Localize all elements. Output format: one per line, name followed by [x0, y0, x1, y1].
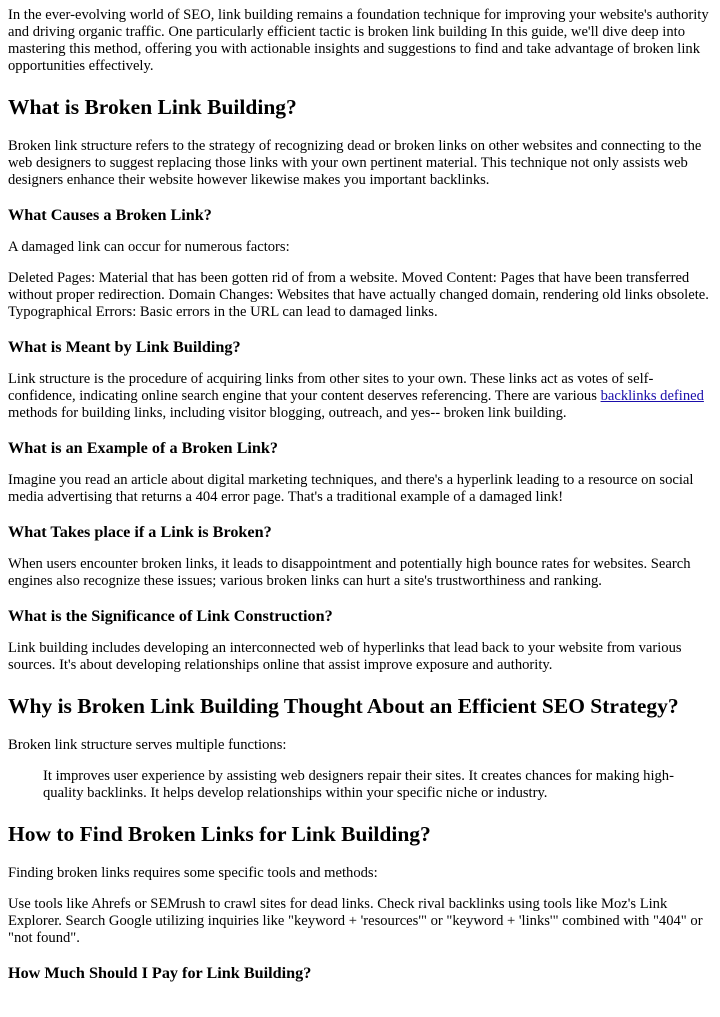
heading-meant-by-link-building: What is Meant by Link Building? [8, 338, 241, 356]
paragraph-link-building-meaning [8, 371, 712, 422]
link-building-text-end: methods for building links, including visitor blogging, outreach, and yes-- broken link building. [8, 405, 567, 421]
paragraph-significance: Link building includes developing an interconnected web of hyperlinks that lead back to your website from various sources. It's about developing relationships online that assist improve exposure and authority. [8, 640, 682, 673]
heading-link-broken-consequences: What Takes place if a Link is Broken? [8, 523, 272, 541]
list-item: It improves user experience by assisting web designers repair their sites. It creates chances for making high-quality backlinks. It helps develop relationships within your specific niche or industry. [43, 768, 674, 801]
heading-how-to-find-broken-links: How to Find Broken Links for Link Building? [8, 822, 431, 846]
heading-what-is-broken-link-building: What is Broken Link Building? [8, 95, 297, 119]
paragraph-functions-intro: Broken link structure serves multiple functions: [8, 737, 287, 753]
heading-what-causes-broken-link: What Causes a Broken Link? [8, 206, 212, 224]
heading-how-much-pay: How Much Should I Pay for Link Building? [8, 964, 312, 982]
paragraph-consequences: When users encounter broken links, it leads to disappointment and potentially high bounce rates for websites. Search engines also recognize these issues; various broken links can hurt a site's trustworthiness and ranking. [8, 556, 691, 589]
link-building-text-start: Link structure is the procedure of acquiring links from other sites to your own. These links act as votes of self-confidence, indicating online search engine that your content deserves referencing. There are various [8, 371, 654, 404]
paragraph-causes-intro: A damaged link can occur for numerous factors: [8, 239, 290, 255]
heading-example-broken-link: What is an Example of a Broken Link? [8, 439, 278, 457]
backlinks-defined-link[interactable]: backlinks defined [600, 388, 704, 404]
paragraph-example: Imagine you read an article about digital marketing techniques, and there's a hyperlink leading to a resource on social media advertising that returns a 404 error page. That's a traditional example of a damaged link! [8, 472, 694, 505]
paragraph-broken-link-definition: Broken link structure refers to the strategy of recognizing dead or broken links on other websites and connecting to the web designers to suggest replacing those links with your own pertinent material. This technique not only assists web designers enhance their website however likewise makes you important backlinks. [8, 138, 702, 188]
paragraph-tools-list: Use tools like Ahrefs or SEMrush to crawl sites for dead links. Check rival backlinks using tools like Moz's Link Explorer. Search Google utilizing inquiries like "keyword + 'resources'" or "keyword + 'links'" combined with "404" or "not found". [8, 896, 703, 946]
intro-paragraph: In the ever-evolving world of SEO, link building remains a foundation technique for improving your website's authority and driving organic traffic. One particularly efficient tactic is broken link building In this guide, we'll dive deep into mastering this method, offering you with actionable insights and suggestions to find and take advantage of broken link opportunities effectively. [8, 7, 709, 74]
paragraph-tools-intro: Finding broken links requires some specific tools and methods: [8, 865, 378, 881]
heading-why-efficient-strategy: Why is Broken Link Building Thought About an Efficient SEO Strategy? [8, 694, 679, 718]
paragraph-causes-list: Deleted Pages: Material that has been gotten rid of from a website. Moved Content: Pages that have been transferred without proper redirection. Domain Changes: Websites that have actually changed domain, rendering old links obsolete. Typographical Errors: Basic errors in the URL can lead to damaged links. [8, 270, 709, 320]
functions-list [43, 768, 712, 802]
heading-significance-link-construction: What is the Significance of Link Construction? [8, 607, 333, 625]
